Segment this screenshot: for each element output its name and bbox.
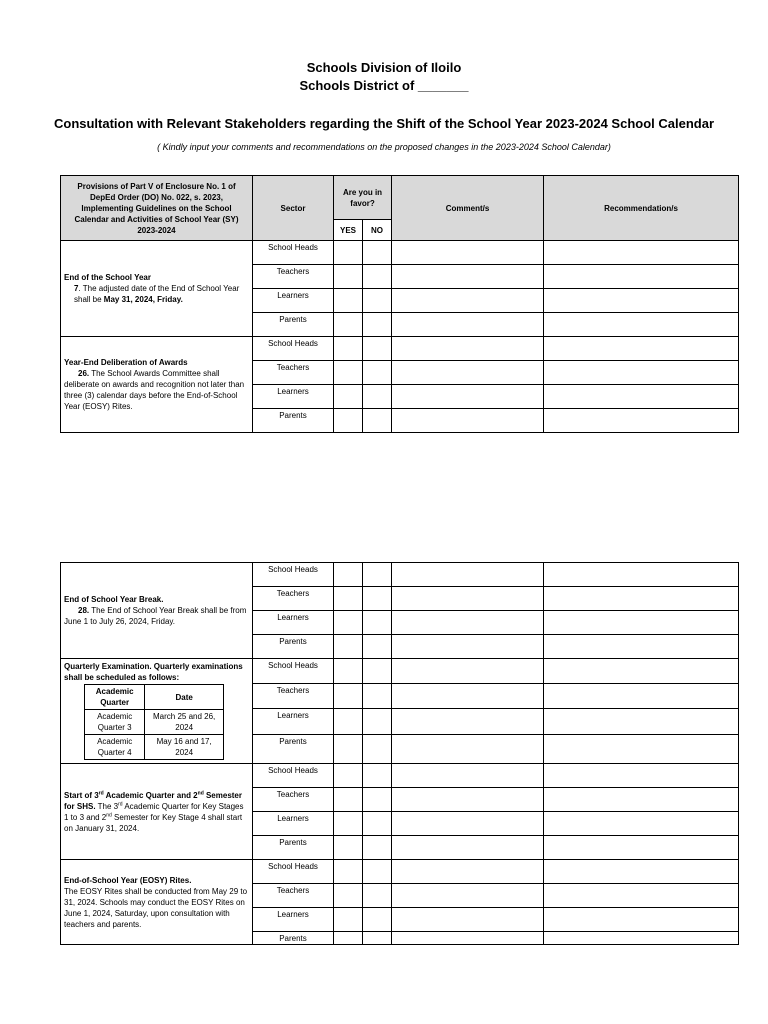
provision-text: The School Awards Committee shall deliberate on awards and recognition not later than three (3) calendar days before the End-of-School Year (EOSY) Rites.: [64, 369, 245, 411]
recommendation-cell[interactable]: [544, 788, 739, 812]
recommendation-cell[interactable]: [544, 683, 739, 709]
yes-cell[interactable]: [334, 241, 363, 265]
no-cell[interactable]: [363, 735, 392, 764]
recommendation-cell[interactable]: [544, 812, 739, 836]
comment-cell[interactable]: [392, 409, 544, 433]
provision-quarterly-examination: [61, 659, 253, 764]
recommendation-cell[interactable]: [544, 836, 739, 860]
comment-cell[interactable]: [392, 709, 544, 735]
sector-learners: Learners: [253, 385, 334, 409]
no-cell[interactable]: [363, 683, 392, 709]
no-cell[interactable]: [363, 241, 392, 265]
no-cell[interactable]: [363, 884, 392, 908]
sector-school-heads: School Heads: [253, 659, 334, 684]
sector-learners: Learners: [253, 709, 334, 735]
no-cell[interactable]: [363, 409, 392, 433]
sector-teachers: Teachers: [253, 884, 334, 908]
header-provisions: Provisions of Part V of Enclosure No. 1 of DepEd Order (DO) No. 022, s. 2023, Implementing Guidelines on the School Calendar and Activities of School Year (SY) 2023-2024: [61, 176, 253, 241]
comment-cell[interactable]: [392, 563, 544, 587]
yes-cell[interactable]: [334, 587, 363, 611]
recommendation-cell[interactable]: [544, 563, 739, 587]
exam-schedule-table: [84, 684, 224, 760]
no-cell[interactable]: [363, 563, 392, 587]
no-cell[interactable]: [363, 836, 392, 860]
yes-cell[interactable]: [334, 313, 363, 337]
yes-cell[interactable]: [334, 812, 363, 836]
yes-cell[interactable]: [334, 659, 363, 684]
exam-header-date: Date: [145, 685, 224, 710]
no-cell[interactable]: [363, 313, 392, 337]
yes-cell[interactable]: [334, 884, 363, 908]
provision-number: 28.: [78, 606, 90, 615]
header-comments: Comment/s: [392, 176, 544, 241]
comment-cell[interactable]: [392, 836, 544, 860]
sector-parents: Parents: [253, 836, 334, 860]
yes-cell[interactable]: [334, 289, 363, 313]
sector-parents: Parents: [253, 735, 334, 764]
provision-date: May 31, 2024, Friday.: [103, 295, 183, 304]
yes-cell[interactable]: [334, 385, 363, 409]
sector-school-heads: School Heads: [253, 337, 334, 361]
no-cell[interactable]: [363, 265, 392, 289]
provision-title: Year-End Deliberation of Awards: [64, 358, 188, 367]
recommendation-cell[interactable]: [544, 709, 739, 735]
header-recommendations: Recommendation/s: [544, 176, 739, 241]
yes-cell[interactable]: [334, 337, 363, 361]
comment-cell[interactable]: [392, 683, 544, 709]
comment-cell[interactable]: [392, 289, 544, 313]
sector-learners: Learners: [253, 812, 334, 836]
yes-cell[interactable]: [334, 788, 363, 812]
sector-school-heads: School Heads: [253, 764, 334, 788]
comment-cell[interactable]: [392, 265, 544, 289]
recommendation-cell[interactable]: [544, 932, 739, 945]
comment-cell[interactable]: [392, 884, 544, 908]
district-name: Schools District of _______: [299, 78, 469, 93]
provision-title: Start of 3rd Academic Quarter and 2nd Semester for SHS. The 3rd Academic Quarter for Key Stages 1 to 3 and 2nd Semester for Key Stage 4 shall start on January 31, 2024.: [64, 789, 244, 833]
recommendation-cell[interactable]: [544, 635, 739, 659]
yes-cell[interactable]: [334, 683, 363, 709]
comment-cell[interactable]: [392, 361, 544, 385]
provision-text: The End of School Year Break shall be from June 1 to July 26, 2024, Friday.: [64, 606, 247, 626]
yes-cell[interactable]: [334, 611, 363, 635]
yes-cell[interactable]: [334, 764, 363, 788]
comment-cell[interactable]: [392, 313, 544, 337]
no-cell[interactable]: [363, 812, 392, 836]
sector-school-heads: School Heads: [253, 563, 334, 587]
recommendation-cell[interactable]: [544, 385, 739, 409]
comment-cell[interactable]: [392, 587, 544, 611]
sector-parents: Parents: [253, 635, 334, 659]
division-name: Schools Division of Iloilo: [306, 60, 462, 75]
no-cell[interactable]: [363, 587, 392, 611]
no-cell[interactable]: [363, 659, 392, 684]
yes-cell[interactable]: [334, 265, 363, 289]
no-cell[interactable]: [363, 289, 392, 313]
comment-cell[interactable]: [392, 908, 544, 932]
recommendation-cell[interactable]: [544, 313, 739, 337]
comment-cell[interactable]: [392, 788, 544, 812]
yes-cell[interactable]: [334, 563, 363, 587]
provision-school-year-break: [61, 563, 253, 659]
no-cell[interactable]: [363, 709, 392, 735]
no-cell[interactable]: [363, 908, 392, 932]
provision-title: End of School Year Break.: [64, 595, 164, 604]
sector-teachers: Teachers: [253, 683, 334, 709]
comment-cell[interactable]: [392, 659, 544, 684]
comment-cell[interactable]: [392, 764, 544, 788]
comment-cell[interactable]: [392, 241, 544, 265]
exam-date: March 25 and 26, 2024: [145, 710, 224, 735]
recommendation-cell[interactable]: [544, 241, 739, 265]
recommendation-cell[interactable]: [544, 659, 739, 684]
recommendation-cell[interactable]: [544, 587, 739, 611]
provision-number: 7: [74, 284, 79, 293]
sector-teachers: Teachers: [253, 788, 334, 812]
sector-teachers: Teachers: [253, 265, 334, 289]
instruction-text: ( Kindly input your comments and recommendations on the proposed changes in the 2023-2024 School Calendar): [157, 142, 611, 152]
sector-school-heads: School Heads: [253, 241, 334, 265]
yes-cell[interactable]: [334, 735, 363, 764]
sector-school-heads: School Heads: [253, 860, 334, 884]
provision-text: . The adjusted date of the End of School Year shall be: [74, 284, 240, 304]
header-sector: Sector: [253, 176, 334, 241]
document-title: Consultation with Relevant Stakeholders regarding the Shift of the School Year 2023-2024 School Calendar: [53, 116, 715, 131]
no-cell[interactable]: [363, 635, 392, 659]
comment-cell[interactable]: [392, 735, 544, 764]
header-no: NO: [363, 220, 392, 241]
recommendation-cell[interactable]: [544, 409, 739, 433]
yes-cell[interactable]: [334, 709, 363, 735]
recommendation-cell[interactable]: [544, 884, 739, 908]
no-cell[interactable]: [363, 932, 392, 945]
comment-cell[interactable]: [392, 635, 544, 659]
recommendation-cell[interactable]: [544, 361, 739, 385]
exam-header-quarter: Academic Quarter: [85, 685, 145, 710]
yes-cell[interactable]: [334, 932, 363, 945]
provision-end-of-school-year: [61, 241, 253, 337]
yes-cell[interactable]: [334, 860, 363, 884]
comment-cell[interactable]: [392, 932, 544, 945]
recommendation-cell[interactable]: [544, 860, 739, 884]
provision-title: Quarterly Examination. Quarterly examinations shall be scheduled as follows:: [64, 662, 243, 682]
recommendation-cell[interactable]: [544, 265, 739, 289]
sector-parents: Parents: [253, 932, 334, 945]
provision-title: End of the School Year: [64, 273, 151, 282]
no-cell[interactable]: [363, 385, 392, 409]
provision-number: 26.: [78, 369, 90, 378]
yes-cell[interactable]: [334, 836, 363, 860]
recommendation-cell[interactable]: [544, 735, 739, 764]
comment-cell[interactable]: [392, 385, 544, 409]
sector-learners: Learners: [253, 908, 334, 932]
no-cell[interactable]: [363, 361, 392, 385]
exam-quarter: Academic Quarter 4: [85, 735, 145, 760]
recommendation-cell[interactable]: [544, 611, 739, 635]
no-cell[interactable]: [363, 860, 392, 884]
provision-title: End-of-School Year (EOSY) Rites.: [64, 875, 192, 885]
provision-eosy-rites: [61, 860, 253, 945]
exam-date: May 16 and 17, 2024: [145, 735, 224, 760]
sector-learners: Learners: [253, 289, 334, 313]
provision-third-quarter-start: [61, 764, 253, 860]
no-cell[interactable]: [363, 611, 392, 635]
no-cell[interactable]: [363, 337, 392, 361]
exam-quarter: Academic Quarter 3: [85, 710, 145, 735]
sector-parents: Parents: [253, 313, 334, 337]
sector-learners: Learners: [253, 611, 334, 635]
recommendation-cell[interactable]: [544, 289, 739, 313]
yes-cell[interactable]: [334, 635, 363, 659]
header-favor: Are you in favor?: [334, 176, 392, 220]
provision-text: The EOSY Rites shall be conducted from May 29 to 31, 2024. Schools may conduct the EOSY Rites on June 1, 2024, Saturday, upon consultation with teachers and parents.: [64, 886, 248, 929]
comment-cell[interactable]: [392, 860, 544, 884]
provision-deliberation-of-awards: [61, 337, 253, 433]
sector-teachers: Teachers: [253, 361, 334, 385]
comment-cell[interactable]: [392, 611, 544, 635]
sector-parents: Parents: [253, 409, 334, 433]
sector-teachers: Teachers: [253, 587, 334, 611]
consultation-table-1: [60, 175, 739, 433]
no-cell[interactable]: [363, 788, 392, 812]
comment-cell[interactable]: [392, 337, 544, 361]
recommendation-cell[interactable]: [544, 908, 739, 932]
yes-cell[interactable]: [334, 361, 363, 385]
yes-cell[interactable]: [334, 409, 363, 433]
consultation-table-2: [60, 562, 739, 945]
no-cell[interactable]: [363, 764, 392, 788]
recommendation-cell[interactable]: [544, 337, 739, 361]
yes-cell[interactable]: [334, 908, 363, 932]
comment-cell[interactable]: [392, 812, 544, 836]
header-yes: YES: [334, 220, 363, 241]
recommendation-cell[interactable]: [544, 764, 739, 788]
